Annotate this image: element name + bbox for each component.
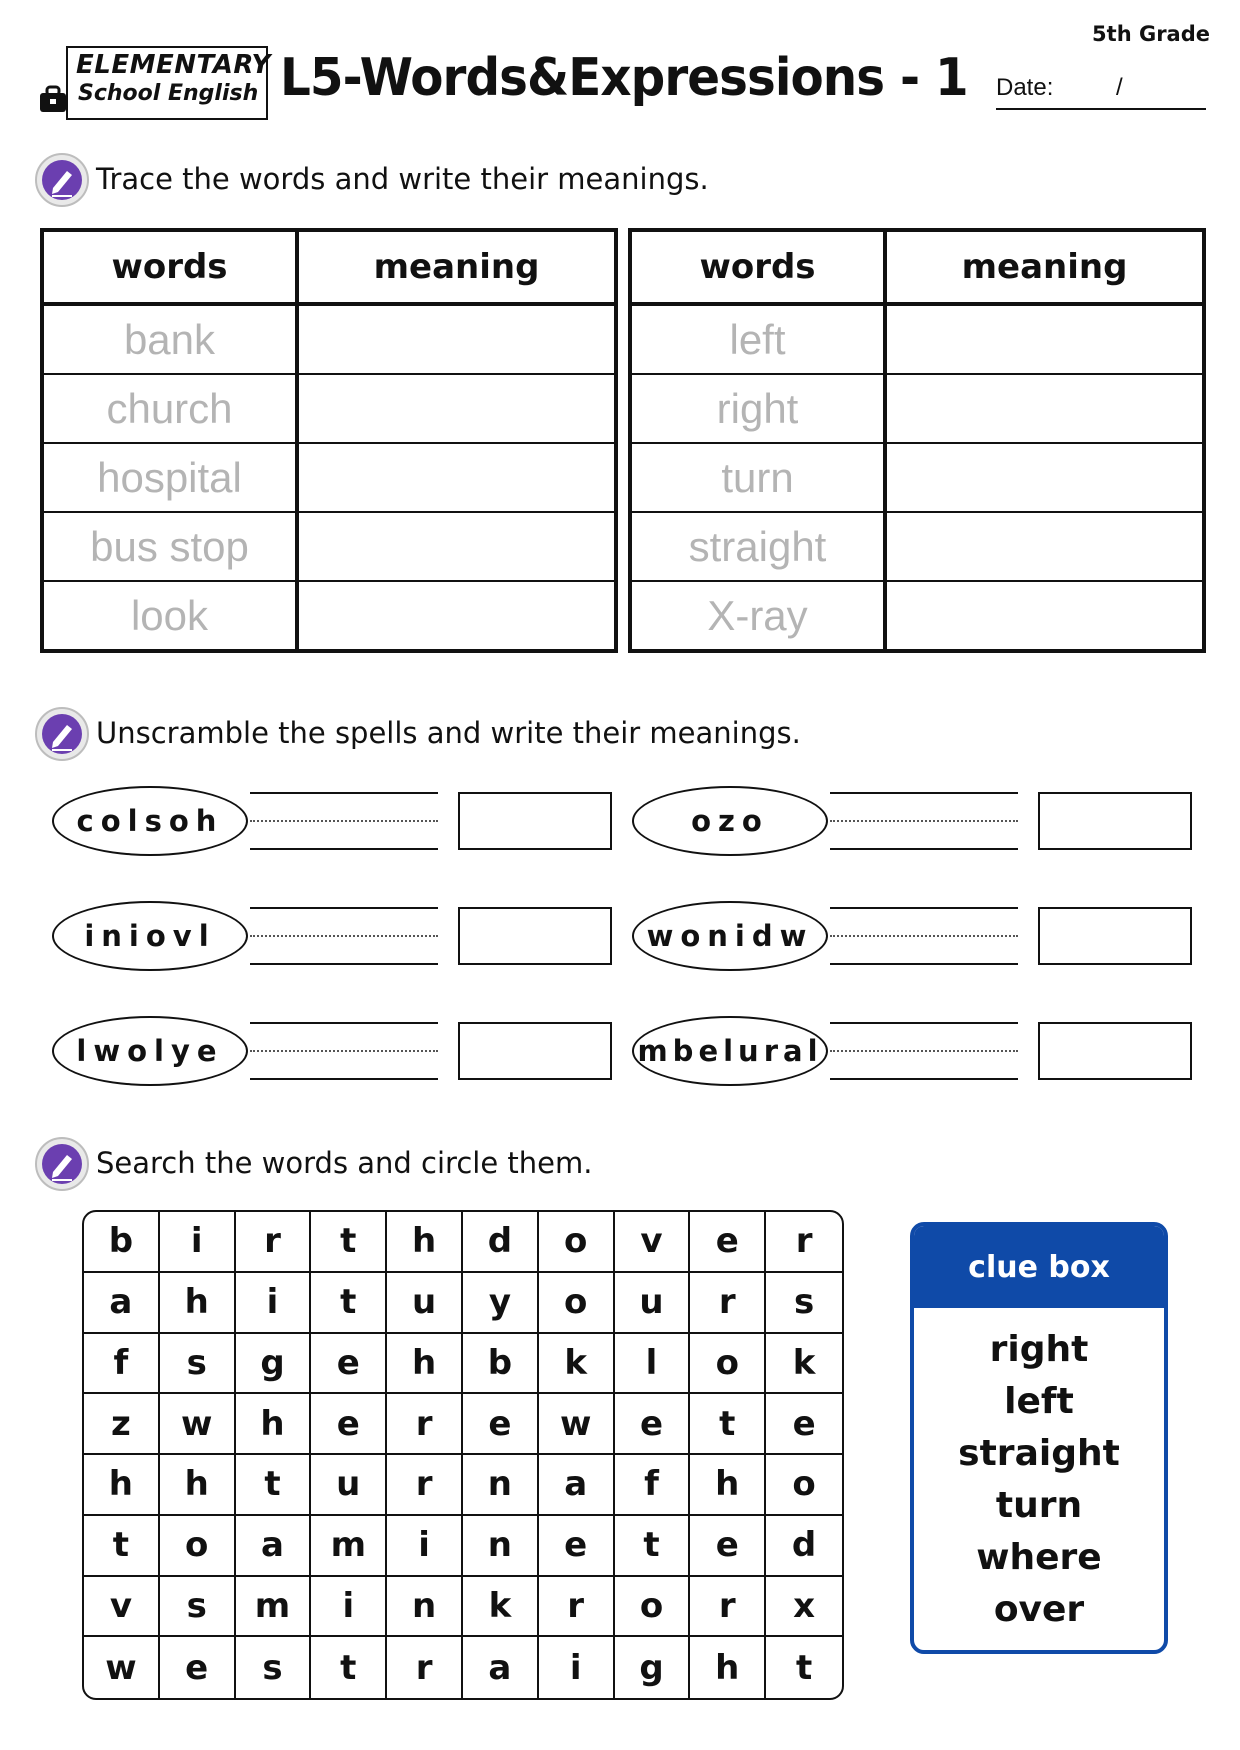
scramble-item: [52, 1016, 612, 1086]
instruction-trace-text: Trace the words and write their meanings.: [96, 162, 709, 196]
grid-letter-cell[interactable]: e: [463, 1394, 539, 1455]
grid-letter-cell[interactable]: f: [84, 1334, 160, 1395]
grid-letter-cell[interactable]: r: [690, 1577, 766, 1638]
pencil-icon: [34, 152, 90, 208]
grid-letter-cell[interactable]: u: [311, 1455, 387, 1516]
grid-letter-cell[interactable]: f: [615, 1455, 691, 1516]
grid-letter-cell[interactable]: b: [84, 1212, 160, 1273]
grid-letter-cell[interactable]: h: [84, 1455, 160, 1516]
grid-letter-cell[interactable]: k: [463, 1577, 539, 1638]
grid-letter-cell[interactable]: t: [795, 1647, 813, 1688]
grid-letter-cell[interactable]: e: [160, 1637, 236, 1698]
meaning-box[interactable]: [1038, 1022, 1192, 1080]
column-header-words: words: [42, 230, 297, 304]
grid-letter-cell[interactable]: t: [690, 1394, 766, 1455]
column-header-words: words: [630, 230, 885, 304]
answer-writing-lines[interactable]: [250, 907, 438, 963]
clue-box-title: clue box: [914, 1226, 1164, 1308]
logo-text-elementary: ELEMENTARY: [76, 50, 271, 80]
grid-letter-cell[interactable]: t: [84, 1516, 160, 1577]
grid-letter-cell[interactable]: b: [463, 1334, 539, 1395]
grid-letter-cell[interactable]: o: [766, 1455, 842, 1516]
grid-letter-cell[interactable]: u: [387, 1273, 463, 1334]
date-label: Date:: [996, 74, 1054, 101]
school-logo: [66, 46, 271, 118]
grid-letter-cell[interactable]: i: [311, 1577, 387, 1638]
date-separator: /: [1116, 74, 1123, 101]
grid-letter-cell[interactable]: i: [236, 1273, 312, 1334]
grid-letter-cell[interactable]: a: [463, 1637, 539, 1698]
meaning-box[interactable]: [458, 792, 612, 850]
table-row: [42, 304, 616, 374]
clue-word-list: [914, 1324, 1164, 1636]
grid-letter-cell[interactable]: r: [766, 1212, 842, 1273]
grid-letter-cell[interactable]: s: [236, 1637, 312, 1698]
trace-word: straight: [630, 512, 885, 581]
grid-letter-cell[interactable]: w: [160, 1394, 236, 1455]
clue-box: [910, 1222, 1168, 1654]
grid-letter-cell[interactable]: v: [84, 1577, 160, 1638]
grid-letter-cell[interactable]: o: [539, 1212, 615, 1273]
grid-letter-cell[interactable]: h: [160, 1455, 236, 1516]
grid-letter-cell[interactable]: i: [539, 1637, 615, 1698]
grid-letter-cell[interactable]: u: [615, 1273, 691, 1334]
trace-word: right: [630, 374, 885, 443]
answer-writing-lines[interactable]: [830, 792, 1018, 848]
grid-letter-cell[interactable]: t: [615, 1516, 691, 1577]
grid-letter-cell[interactable]: e: [311, 1394, 387, 1455]
scramble-item: [632, 786, 1192, 856]
scramble-item: [632, 901, 1192, 971]
grid-letter-cell[interactable]: r: [539, 1577, 615, 1638]
meaning-box[interactable]: [1038, 907, 1192, 965]
grid-letter-cell[interactable]: n: [463, 1516, 539, 1577]
grid-letter-cell[interactable]: s: [160, 1334, 236, 1395]
grid-letter-cell[interactable]: k: [766, 1334, 842, 1395]
grid-letter-cell[interactable]: m: [311, 1516, 387, 1577]
grid-letter-cell[interactable]: a: [236, 1516, 312, 1577]
grid-letter-cell[interactable]: d: [463, 1212, 539, 1273]
grid-letter-cell[interactable]: i: [160, 1212, 236, 1273]
scrambled-word: wonidw: [632, 901, 828, 971]
scramble-item: [52, 901, 612, 971]
clue-word: over: [993, 1589, 1085, 1630]
meaning-box[interactable]: [458, 907, 612, 965]
grid-letter-cell[interactable]: o: [690, 1334, 766, 1395]
grid-letter-cell[interactable]: t: [236, 1455, 312, 1516]
grid-letter-cell[interactable]: a: [84, 1273, 160, 1334]
grid-letter-cell[interactable]: r: [690, 1273, 766, 1334]
grid-letter-cell[interactable]: y: [463, 1273, 539, 1334]
grid-letter-cell[interactable]: e: [311, 1334, 387, 1395]
scrambled-word: mbelural: [632, 1016, 828, 1086]
grid-letter-cell[interactable]: r: [387, 1455, 463, 1516]
grid-letter-cell[interactable]: n: [387, 1577, 463, 1638]
scrambled-word: iniovl: [52, 901, 248, 971]
scrambled-word: lwolye: [52, 1016, 248, 1086]
grid-letter-cell[interactable]: s: [766, 1273, 842, 1334]
table-row: [630, 374, 1204, 443]
logo-text-school-english: School English: [78, 81, 259, 106]
meaning-cell[interactable]: [297, 512, 616, 581]
meaning-cell[interactable]: [885, 443, 1204, 512]
pencil-icon: [34, 1136, 90, 1192]
meaning-box[interactable]: [1038, 792, 1192, 850]
grid-letter-cell[interactable]: o: [539, 1273, 615, 1334]
grid-letter-cell[interactable]: t: [311, 1637, 387, 1698]
grid-letter-cell[interactable]: t: [311, 1212, 387, 1273]
trace-table-right: [628, 228, 1206, 653]
meaning-cell[interactable]: [885, 304, 1204, 374]
grid-letter-cell[interactable]: o: [160, 1516, 236, 1577]
grid-letter-cell[interactable]: h: [690, 1455, 766, 1516]
grid-letter-cell[interactable]: h: [236, 1394, 312, 1455]
column-header-meaning: meaning: [297, 230, 616, 304]
table-row: [42, 581, 616, 651]
grid-letter-cell[interactable]: r: [387, 1637, 463, 1698]
instruction-unscramble-text: Unscramble the spells and write their meanings.: [96, 716, 801, 750]
clue-word: right: [989, 1329, 1089, 1370]
meaning-cell[interactable]: [885, 374, 1204, 443]
word-search-grid: [82, 1210, 844, 1700]
grid-letter-cell[interactable]: h: [690, 1637, 766, 1698]
clue-word: turn: [995, 1485, 1083, 1526]
instruction-search-text: Search the words and circle them.: [96, 1146, 593, 1180]
table-row: [630, 512, 1204, 581]
grid-letter-cell[interactable]: s: [160, 1577, 236, 1638]
grid-letter-cell[interactable]: m: [236, 1577, 312, 1638]
school-bag-icon: [38, 84, 68, 114]
trace-word: bus stop: [42, 512, 297, 581]
grid-letter-cell[interactable]: e: [690, 1212, 766, 1273]
table-row: [42, 443, 616, 512]
table-row: [630, 443, 1204, 512]
grid-letter-cell[interactable]: a: [539, 1455, 615, 1516]
trace-word: look: [42, 581, 297, 651]
trace-word: bank: [42, 304, 297, 374]
date-field[interactable]: [996, 70, 1206, 110]
column-header-meaning: meaning: [885, 230, 1204, 304]
grid-letter-cell[interactable]: g: [615, 1637, 691, 1698]
scramble-item: [632, 1016, 1192, 1086]
grid-letter-cell[interactable]: l: [615, 1334, 691, 1395]
answer-writing-lines[interactable]: [250, 1022, 438, 1078]
trace-table-left: [40, 228, 618, 653]
meaning-cell[interactable]: [297, 581, 616, 651]
trace-word: church: [42, 374, 297, 443]
trace-word: left: [630, 304, 885, 374]
scramble-item: [52, 786, 612, 856]
grid-letter-cell[interactable]: k: [539, 1334, 615, 1395]
grid-letter-cell[interactable]: h: [160, 1273, 236, 1334]
scrambled-word: colsoh: [52, 786, 248, 856]
page-title: L5-Words&Expressions - 1: [280, 48, 968, 108]
grid-letter-cell[interactable]: r: [236, 1212, 312, 1273]
meaning-box[interactable]: [458, 1022, 612, 1080]
grid-letter-cell[interactable]: e: [766, 1394, 842, 1455]
answer-writing-lines[interactable]: [830, 907, 1018, 963]
grid-letter-cell[interactable]: v: [615, 1212, 691, 1273]
answer-writing-lines[interactable]: [830, 1022, 1018, 1078]
scrambled-word: ozo: [632, 786, 828, 856]
grid-letter-cell[interactable]: z: [84, 1394, 160, 1455]
clue-word: where: [976, 1537, 1102, 1578]
grid-letter-cell[interactable]: w: [84, 1637, 160, 1698]
grid-letter-cell[interactable]: w: [539, 1394, 615, 1455]
answer-writing-lines[interactable]: [250, 792, 438, 848]
trace-word: X-ray: [630, 581, 885, 651]
meaning-cell[interactable]: [297, 443, 616, 512]
grid-letter-cell[interactable]: h: [387, 1212, 463, 1273]
grid-letter-cell[interactable]: d: [766, 1516, 842, 1577]
grade-label: 5th Grade: [1092, 22, 1210, 46]
grid-letter-cell[interactable]: e: [615, 1394, 691, 1455]
grid-letter-cell[interactable]: o: [615, 1577, 691, 1638]
clue-word: left: [1004, 1381, 1074, 1422]
table-row: [42, 512, 616, 581]
trace-word: turn: [630, 443, 885, 512]
grid-letter-cell[interactable]: x: [766, 1577, 842, 1638]
grid-letter-cell[interactable]: g: [236, 1334, 312, 1395]
grid-letter-cell[interactable]: r: [387, 1394, 463, 1455]
trace-word: hospital: [42, 443, 297, 512]
grid-letter-cell[interactable]: i: [387, 1516, 463, 1577]
meaning-cell[interactable]: [297, 374, 616, 443]
grid-letter-cell[interactable]: n: [463, 1455, 539, 1516]
table-row: [42, 374, 616, 443]
grid-letter-cell[interactable]: t: [311, 1273, 387, 1334]
table-row: [630, 581, 1204, 651]
meaning-cell[interactable]: [297, 304, 616, 374]
table-row: [630, 304, 1204, 374]
pencil-icon: [34, 706, 90, 762]
grid-letter-cell[interactable]: h: [387, 1334, 463, 1395]
meaning-cell[interactable]: [885, 581, 1204, 651]
clue-word: straight: [958, 1433, 1120, 1474]
grid-letter-cell[interactable]: e: [690, 1516, 766, 1577]
grid-letter-cell[interactable]: e: [539, 1516, 615, 1577]
meaning-cell[interactable]: [885, 512, 1204, 581]
